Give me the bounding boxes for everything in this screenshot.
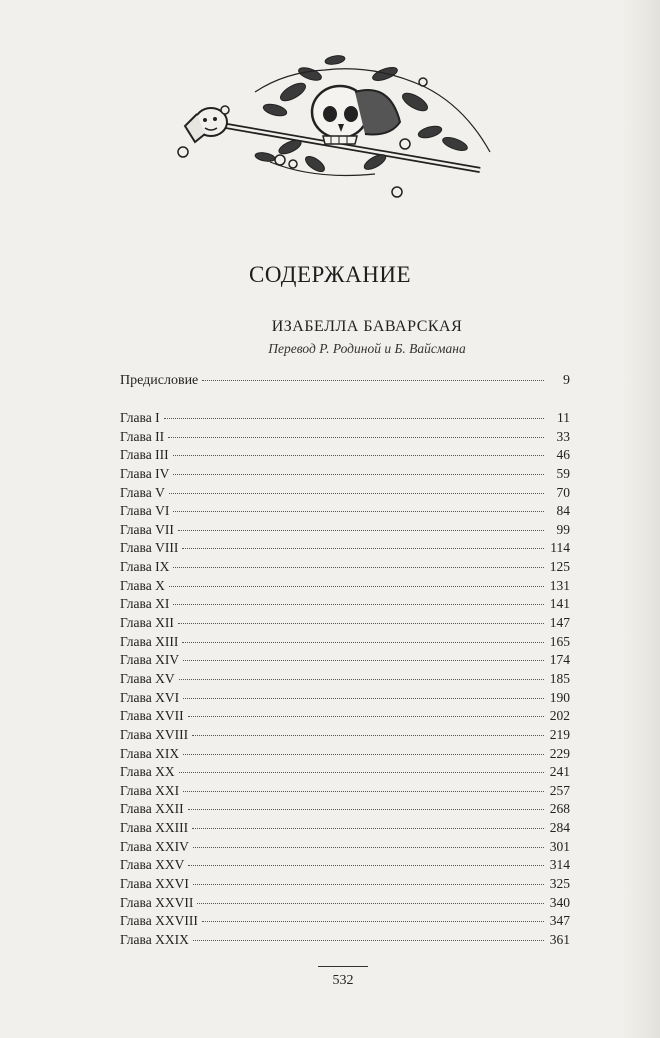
toc-entry <box>120 446 570 465</box>
dot-leader <box>173 603 544 605</box>
page-title: СОДЕРЖАНИЕ <box>248 262 411 287</box>
toc-entry-label: Глава II <box>120 428 165 444</box>
toc-entry-label: Глава VIII <box>120 540 179 556</box>
toc-entry-label: Глава XIV <box>120 652 180 668</box>
toc-entry-label: Глава XXIX <box>120 931 189 947</box>
toc-entry <box>120 707 570 726</box>
footer-rule <box>318 966 368 967</box>
toc-entry-label: Глава VI <box>120 503 170 519</box>
toc-entry <box>120 409 570 428</box>
toc-entry-page: 190 <box>549 689 570 705</box>
dot-leader <box>173 454 544 456</box>
dot-leader <box>197 902 544 904</box>
toc-entry <box>120 521 570 540</box>
toc-entry-label: Глава XI <box>120 596 170 612</box>
toc-entry-label: Глава XV <box>120 670 175 686</box>
toc-entry-page: 268 <box>549 801 570 817</box>
dot-leader <box>183 753 544 755</box>
toc-entry-label: Глава XX <box>120 764 175 780</box>
dot-leader <box>188 715 544 717</box>
translator-credit: Перевод Р. Родиной и Б. Вайсмана <box>268 341 466 356</box>
page-edge-shadow <box>622 0 660 1038</box>
toc-entry <box>120 763 570 782</box>
toc-entry <box>120 856 570 875</box>
toc-entry <box>120 931 570 950</box>
toc-entry-label: Глава XXIII <box>120 820 189 836</box>
toc-entry-label: Глава VII <box>120 521 174 537</box>
toc-entry-page: 70 <box>556 484 570 500</box>
toc-entry-label: Глава IV <box>120 465 170 481</box>
toc-entry-page: 11 <box>557 410 570 425</box>
toc-entry <box>120 633 570 652</box>
toc-entry-page: 174 <box>549 652 570 668</box>
toc-entry-label: Глава XXV <box>120 857 185 873</box>
toc-entry <box>120 782 570 801</box>
toc-entry-page: 284 <box>549 820 570 836</box>
toc-entry-label: Глава XXII <box>120 801 184 817</box>
toc-entry-label: Глава XII <box>120 615 174 631</box>
toc-entry <box>120 875 570 894</box>
dot-leader <box>183 697 544 699</box>
dot-leader <box>173 473 544 475</box>
toc-entry <box>120 819 570 838</box>
toc-entry-page: 131 <box>549 577 570 593</box>
toc-entry-page: 219 <box>549 726 570 742</box>
toc-entry-label: Глава XXI <box>120 782 180 798</box>
toc-entry-label: Глава I <box>120 410 160 425</box>
toc-entry <box>120 745 570 764</box>
dot-leader <box>193 883 544 885</box>
toc-entry-page: 340 <box>549 894 570 910</box>
preface-entry <box>120 372 570 391</box>
toc-entry-page: 325 <box>549 876 570 892</box>
toc-entry <box>120 484 570 503</box>
toc-entry <box>120 595 570 614</box>
toc-entry-label: Глава XXVIII <box>120 913 198 929</box>
toc-entry-page: 125 <box>549 559 570 575</box>
dot-leader <box>192 734 544 736</box>
toc-entry-page: 84 <box>556 503 570 519</box>
dot-leader <box>183 659 544 661</box>
toc-entry-page: 33 <box>556 428 570 444</box>
dot-leader <box>164 417 544 419</box>
dot-leader <box>178 622 544 624</box>
toc-entry-page: 99 <box>556 521 570 537</box>
toc-entry <box>120 502 570 521</box>
toc-entry-page: 229 <box>549 745 570 761</box>
toc-entry <box>120 800 570 819</box>
dot-leader <box>169 492 544 494</box>
dot-leader <box>188 864 544 866</box>
work-title: ИЗАБЕЛЛА БАВАРСКАЯ <box>271 318 463 335</box>
toc-entry <box>120 614 570 633</box>
toc-entry-label: Глава IX <box>120 559 170 575</box>
toc-entry-page: 59 <box>556 465 570 481</box>
toc-entry <box>120 465 570 484</box>
dot-leader <box>202 920 544 922</box>
toc-entry-label: Предисловие <box>120 373 199 388</box>
toc-entry-page: 301 <box>549 838 570 854</box>
toc-entry-label: Глава XXVI <box>120 876 189 892</box>
toc-entry-label: Глава X <box>120 577 165 593</box>
toc-entry <box>120 577 570 596</box>
dot-leader <box>179 771 544 773</box>
toc-entry-page: 314 <box>549 857 570 873</box>
toc-entry <box>120 894 570 913</box>
dot-leader <box>192 827 544 829</box>
toc-entry-label: Глава XIII <box>120 633 179 649</box>
toc-entry-page: 241 <box>549 764 570 780</box>
dot-leader <box>179 678 544 680</box>
toc-entry <box>120 838 570 857</box>
toc-entry-page: 147 <box>549 615 570 631</box>
toc-entry-page: 114 <box>550 540 570 556</box>
toc-entry-label: Глава XXIV <box>120 838 189 854</box>
dot-leader <box>188 808 544 810</box>
toc-entry-page: 46 <box>556 447 570 463</box>
table-of-contents <box>120 409 570 950</box>
toc-entry <box>120 558 570 577</box>
toc-entry <box>120 539 570 558</box>
toc-entry-label: Глава III <box>120 447 169 463</box>
dot-leader <box>193 846 544 848</box>
dot-leader <box>173 510 544 512</box>
skull-scepter-vignette-icon <box>175 52 505 202</box>
dot-leader <box>169 585 544 587</box>
toc-entry-label: Глава XVIII <box>120 726 189 742</box>
toc-entry-label: Глава XVI <box>120 689 180 705</box>
toc-entry <box>120 689 570 708</box>
toc-entry-page: 347 <box>549 913 570 929</box>
toc-entry <box>120 912 570 931</box>
toc-entry-page: 141 <box>549 596 570 612</box>
toc-entry-label: Глава XXVII <box>120 894 194 910</box>
dot-leader <box>202 379 544 381</box>
dot-leader <box>173 566 544 568</box>
page-number: 532 <box>332 973 354 988</box>
toc-entry <box>120 670 570 689</box>
toc-entry-label: Глава XIX <box>120 745 180 761</box>
dot-leader <box>178 529 544 531</box>
toc-entry <box>120 726 570 745</box>
dot-leader <box>182 547 544 549</box>
toc-entry-label: Глава XVII <box>120 708 184 724</box>
toc-entry-page: 257 <box>549 782 570 798</box>
dot-leader <box>183 790 544 792</box>
toc-entry-page: 361 <box>549 931 570 947</box>
dot-leader <box>168 436 544 438</box>
dot-leader <box>182 641 544 643</box>
toc-entry-page: 185 <box>549 670 570 686</box>
toc-entry-page: 165 <box>549 633 570 649</box>
toc-entry <box>120 651 570 670</box>
toc-entry <box>120 428 570 447</box>
toc-entry-label: Глава V <box>120 484 165 500</box>
dot-leader <box>193 939 544 941</box>
toc-entry-page: 202 <box>549 708 570 724</box>
toc-entry-page: 9 <box>563 373 570 388</box>
